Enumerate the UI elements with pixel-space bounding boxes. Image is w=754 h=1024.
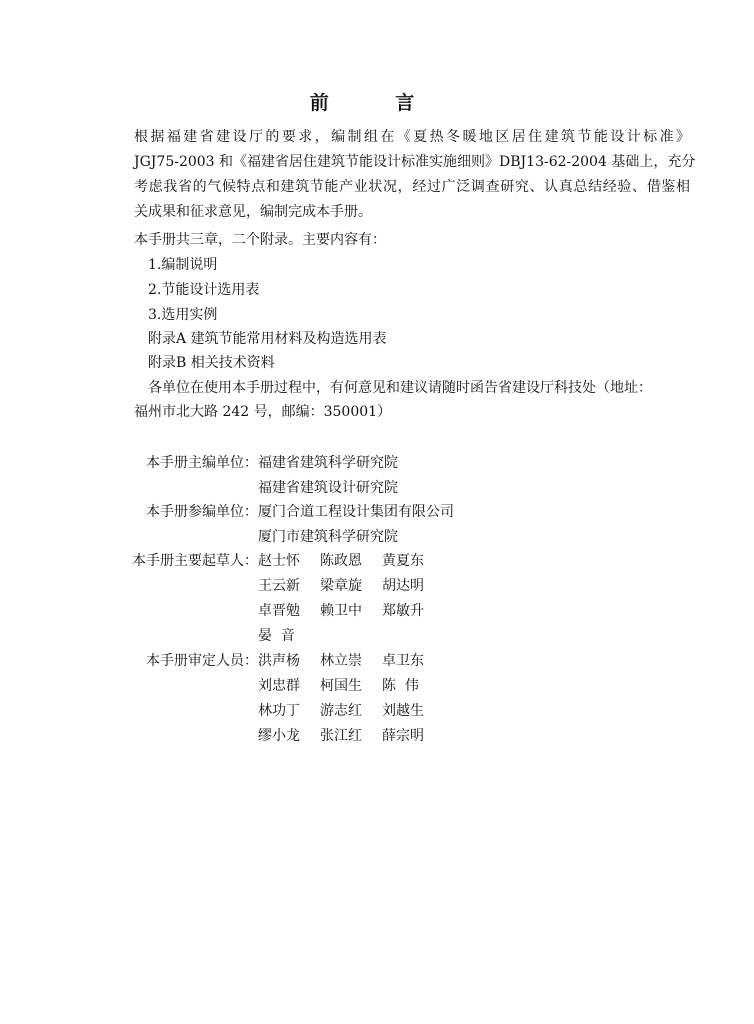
- person-name: 刘忠群: [258, 678, 300, 694]
- person-name: 张江红: [320, 728, 362, 744]
- intro-line: JGJ75-2003 和《福建省居住建筑节能设计标准实施细则》DBJ13-62-2004 基础上，充分: [134, 154, 696, 170]
- intro-line: 考虑我省的气候特点和建筑节能产业状况，经过广泛调查研究、认真总结经验、借鉴相: [134, 179, 690, 195]
- intro-line: 关成果和征求意见，编制完成本手册。: [134, 204, 372, 220]
- name-row: [258, 699, 444, 724]
- unit-name: 厦门合道工程设计集团有限公司: [258, 504, 454, 520]
- person-name: 薛宗明: [382, 728, 424, 744]
- name-row: [258, 574, 444, 599]
- person-name: 林功丁: [258, 703, 300, 719]
- contents-item: 2.节能设计选用表: [148, 282, 260, 298]
- person-name: 卓卫东: [382, 653, 424, 669]
- unit-name: 福建省建筑科学研究院: [258, 455, 398, 471]
- person-name: 柯国生: [320, 678, 362, 694]
- person-name: 梁章旋: [320, 578, 362, 594]
- feedback-line: 各单位在使用本手册过程中，有何意见和建议请随时函告省建设厅科技处（地址：: [148, 380, 652, 396]
- reviewers-list: [258, 649, 444, 749]
- feedback-line: 福州市北大路 242 号，邮编：350001）: [134, 404, 392, 420]
- person-name: 晏 音: [258, 628, 295, 644]
- drafters-list: [258, 549, 444, 649]
- intro-paragraph: [134, 125, 696, 225]
- unit-name: 福建省建筑设计研究院: [258, 480, 398, 496]
- page-title: 前 言: [309, 92, 445, 114]
- contents-item: 附录A 建筑节能常用材料及构造选用表: [148, 331, 387, 347]
- person-name: 赖卫中: [320, 603, 362, 619]
- name-row: [258, 674, 444, 699]
- person-name: 游志红: [320, 703, 362, 719]
- name-row: [258, 549, 444, 574]
- person-name: 林立崇: [320, 653, 362, 669]
- contents-item: 1.编制说明: [148, 257, 218, 273]
- contents-item: 附录B 相关技术资料: [148, 355, 275, 371]
- person-name: 洪声杨: [258, 653, 300, 669]
- person-name: 黄夏东: [382, 553, 424, 569]
- co-editor-label: 本手册参编单位：: [146, 504, 258, 520]
- intro-line: 根据福建省建设厅的要求，编制组在《夏热冬暖地区居住建筑节能设计标准》: [134, 129, 690, 145]
- contents-intro: 本手册共三章，二个附录。主要内容有：: [134, 232, 386, 248]
- drafters-label: 本手册主要起草人：: [132, 553, 258, 569]
- name-row: [258, 599, 444, 624]
- name-row: [258, 624, 444, 649]
- co-editor-units: [258, 500, 454, 550]
- person-name: 赵士怀: [258, 553, 300, 569]
- person-name: 王云新: [258, 578, 300, 594]
- unit-name: 厦门市建筑科学研究院: [258, 529, 398, 545]
- reviewers-label: 本手册审定人员：: [146, 653, 258, 669]
- contents-item: 3.选用实例: [148, 307, 218, 323]
- person-name: 陈政恩: [320, 553, 362, 569]
- person-name: 郑敏升: [382, 603, 424, 619]
- name-row: [258, 724, 444, 749]
- person-name: 卓晋勉: [258, 603, 300, 619]
- person-name: 刘越生: [382, 703, 424, 719]
- person-name: 陈 伟: [382, 678, 419, 694]
- chief-editor-units: [258, 451, 398, 501]
- person-name: 缪小龙: [258, 728, 300, 744]
- name-row: [258, 649, 444, 674]
- person-name: 胡达明: [382, 578, 424, 594]
- chief-editor-label: 本手册主编单位：: [146, 455, 258, 471]
